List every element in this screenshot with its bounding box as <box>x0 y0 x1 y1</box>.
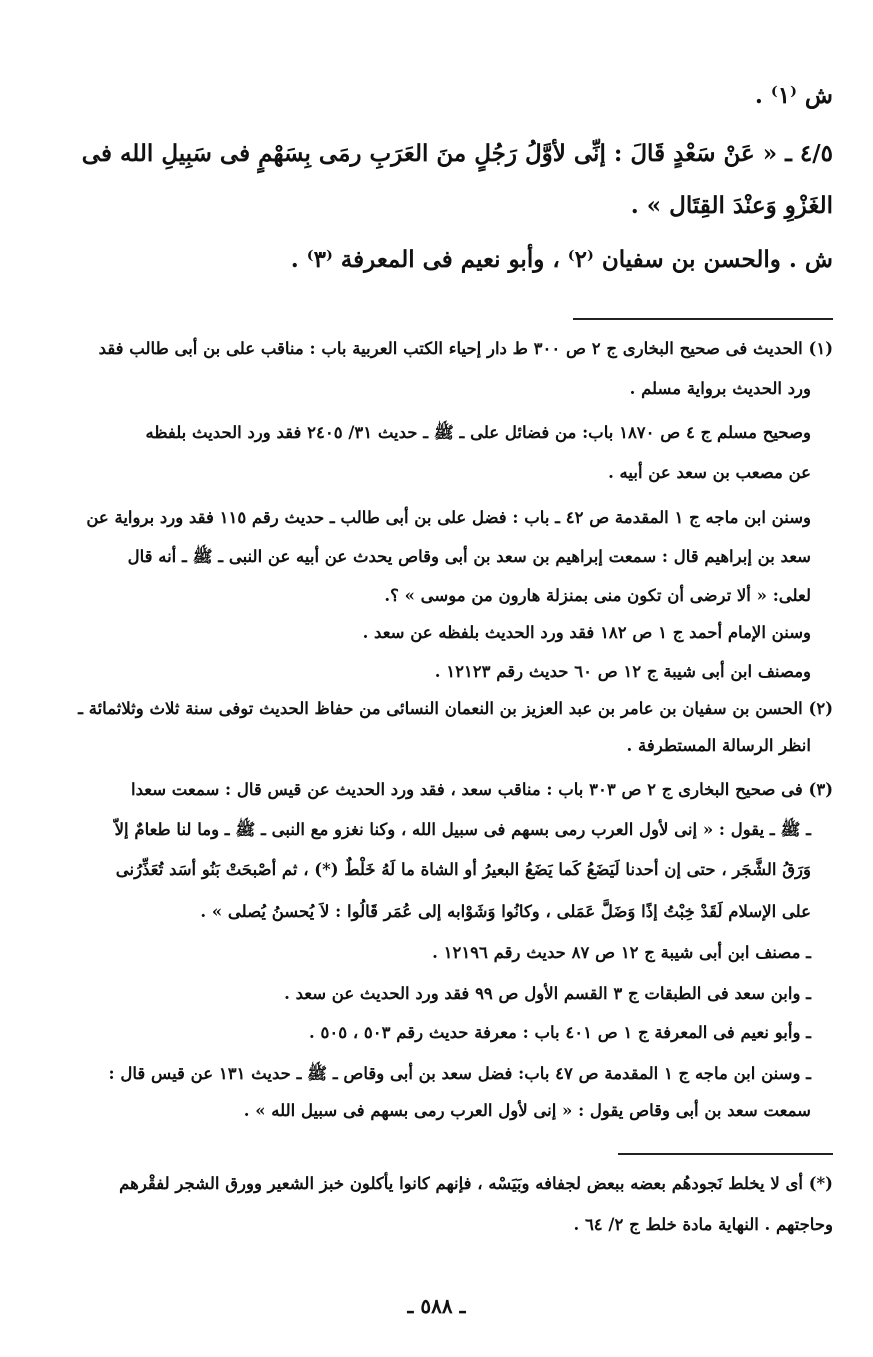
footnote-line: لعلى: « ألا ترضى أن تكون منى بمنزلة هارون من موسى » ؟. <box>384 586 811 605</box>
footnote-line: ـ وسنن ابن ماجه ج ١ المقدمة ص ٤٧ باب: فضل سعد بن أبى وقاص ـ ﷺ ـ حديث ١٣١ عن قيس قال : <box>108 1064 811 1083</box>
footnote-line: سمعت سعد بن أبى وقاص يقول : « إنى لأول العرب رمى بسهم فى سبيل الله » . <box>243 1101 811 1120</box>
footnote-line: ـ ﷺ ـ يقول : « إنى لأول العرب رمى بسهم فى سبيل الله ، وكنا نغزو مع النبى ـ ﷺ ـ وما لنا طعامٌ إلاّ <box>114 820 811 839</box>
footnote-line: (٢) الحسن بن سفيان بن عامر بن عبد العزيز بن النعمان النسائى من حفاظ الحديث توفى سنة ثلاث وثلاثمائة ـ <box>78 699 833 718</box>
footnote-line: وسنن ابن ماجه ج ١ المقدمة ص ٤٢ ـ باب : فضل على بن أبى طالب ـ حديث رقم ١١٥ فقد ورد برواية عن <box>86 508 811 527</box>
footnote-divider <box>573 318 833 320</box>
main-line-4: ش . والحسن بن سفيان ⁽٢⁾ ، وأبو نعيم فى المعرفة ⁽٣⁾ . <box>290 246 833 273</box>
note-divider <box>618 1153 833 1155</box>
footnote-line: وسنن الإمام أحمد ج ١ ص ١٨٢ فقد ورد الحديث بلفظه عن سعد . <box>362 623 811 642</box>
main-line-2: ٤/٥ ـ « عَنْ سَعْدٍ قَالَ : إنِّى لأوَّلُ رَجُلٍ منَ العَرَبِ رمَى بِسَهْمٍ فى سَبِيلِ الله فى <box>81 140 833 167</box>
main-line-3: الغَزْوِ وَعنْدَ القِتَال » . <box>630 192 833 219</box>
footnote-line: عن مصعب بن سعد عن أبيه . <box>608 463 811 482</box>
main-line-1: ش ⁽١⁾ . <box>754 82 833 109</box>
footnote-line: ـ وأبو نعيم فى المعرفة ج ١ ص ٤٠١ باب : معرفة حديث رقم ٥٠٣ ، ٥٠٥ . <box>309 1023 811 1042</box>
footnote-line: انظر الرسالة المستطرفة . <box>626 736 811 755</box>
footnote-line: وصحيح مسلم ج ٤ ص ١٨٧٠ باب: من فضائل على ـ ﷺ ـ حديث ٣١/ ٢٤٠٥ فقد ورد الحديث بلفظه <box>145 423 811 442</box>
footnote-line: (١) الحديث فى صحيح البخارى ج ٢ ص ٣٠٠ ط دار إحياء الكتب العربية باب : مناقب على بن أبى طالب فقد <box>98 339 833 358</box>
footnote-line: ـ مصنف ابن أبى شيبة ج ١٢ ص ٨٧ حديث رقم ١٢١٩٦ . <box>432 943 811 962</box>
footnote-line: على الإسلام لَقَدْ خِبْتُ إذًا وَضَلَّ عَمَلى ، وكانُوا وَشَوْابه إلى عُمَر قَالُوا : لاَ يُحسنُ يُصلى » . <box>200 902 811 921</box>
footnote-line: ـ وابن سعد فى الطبقات ج ٣ القسم الأول ص ٩٩ فقد ورد الحديث عن سعد . <box>284 984 811 1003</box>
footnote-line: ورد الحديث برواية مسلم . <box>629 379 811 398</box>
page-number: ـ ٥٨٨ ـ <box>407 1294 466 1318</box>
note-line: وحاجتهم . النهاية مادة خلط ج ٢/ ٦٤ . <box>573 1215 833 1234</box>
footnote-line: (٣) فى صحيح البخارى ج ٢ ص ٣٠٣ باب : مناقب سعد ، فقد ورد الحديث عن قيس قال : سمعت سعدا <box>131 780 833 799</box>
footnote-line: وَرَقُ الشَّجَر ، حتى إن أحدنا لَيَضَعُ كَما يَضَعُ البعيرُ أو الشاة ما لَهُ خَلْطٌ (*) ، ثم أصْبحَتْ بَنُو أسَد تُعَذِّرُنى <box>115 860 811 879</box>
footnote-line: ومصنف ابن أبى شيبة ج ١٢ ص ٦٠ حديث رقم ١٢١٢٣ . <box>434 662 811 681</box>
footnote-line: سعد بن إبراهيم قال : سمعت إبراهيم بن سعد بن أبى وقاص يحدث عن أبيه عن النبى ـ ﷺ ـ أنه قال <box>127 547 811 566</box>
note-line: (*) أى لا يخلط نَجودهُم بعضه ببعض لجفافه وبَيَسْه ، فإنهم كانوا يأكلون خبز الشعير وورق الشجر لفقْرهم <box>119 1174 833 1193</box>
